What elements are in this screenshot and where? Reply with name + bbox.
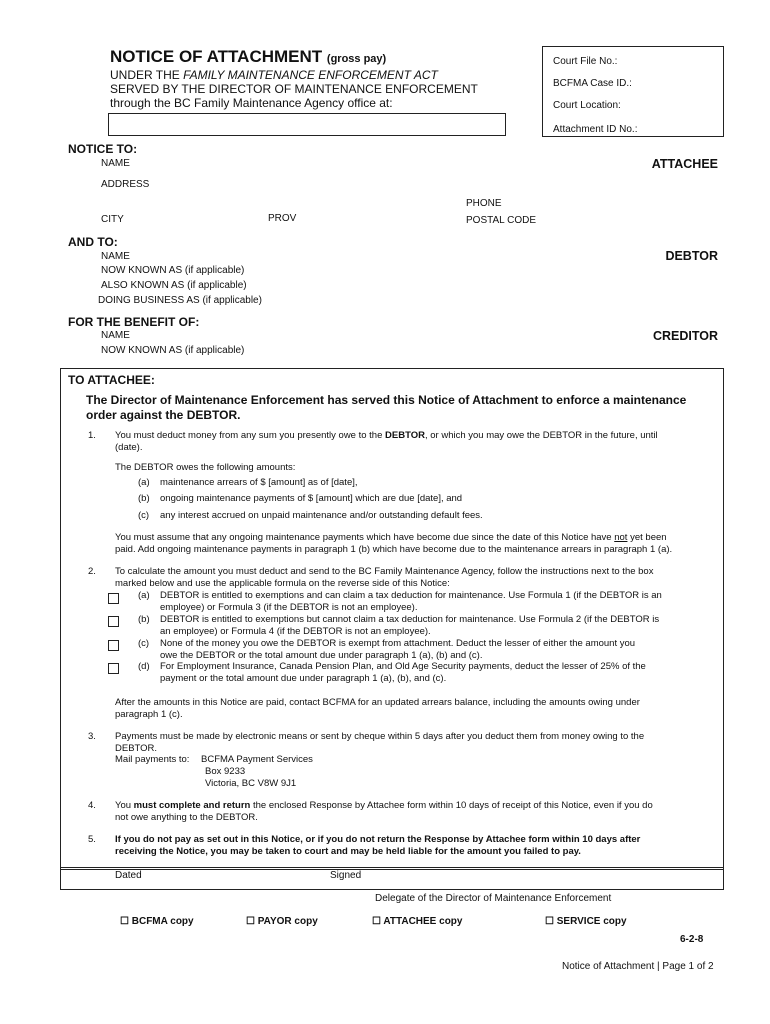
p4-text-bold: must complete and return	[133, 800, 251, 811]
p3-line-1: Payments must be made by electronic means or sent by cheque within 5 days after you deduct them from money owing to the	[115, 731, 645, 742]
assume-text-a: You must assume that any ongoing maintenance payments which have become due since the date of this Notice have	[115, 532, 615, 543]
attachment-id-label: Attachment ID No.:	[553, 124, 638, 135]
p2-number: 2.	[88, 566, 96, 577]
court-location-label: Court Location:	[553, 100, 621, 111]
p4-line-2: not owe anything to the DEBTOR.	[115, 812, 258, 823]
mail-label: Mail payments to:	[115, 754, 190, 765]
option-c-line-1: None of the money you owe the DEBTOR is exempt from attachment. Deduct the lesser of either the amount you	[160, 638, 636, 649]
office-field[interactable]	[108, 113, 506, 136]
court-info-box	[542, 46, 724, 137]
title-text: NOTICE OF ATTACHMENT	[110, 47, 323, 66]
header-line-2: SERVED BY THE DIRECTOR OF MAINTENANCE ENFORCEMENT	[110, 82, 478, 96]
intro-line-2: order against the DEBTOR.	[86, 408, 241, 422]
debtor-now-known-label: NOW KNOWN AS (if applicable)	[101, 265, 245, 276]
header-line-3: through the BC Family Maintenance Agency office at:	[110, 96, 393, 110]
copy-service	[545, 916, 627, 927]
court-file-label: Court File No.:	[553, 56, 618, 67]
option-a-line-1: DEBTOR is entitled to exemptions and can claim a tax deduction for maintenance. Use Formula 1 (if the DEBTOR is an	[160, 590, 662, 601]
p3-line-2: DEBTOR.	[115, 743, 158, 754]
after-line-2: paragraph 1 (c).	[115, 709, 183, 720]
option-a-label: (a)	[138, 590, 150, 601]
option-b-line-1: DEBTOR is entitled to exemptions but cannot claim a tax deduction for maintenance. Use Formula 2 (if the DEBTOR is	[160, 614, 660, 625]
checkbox-icon: ☐	[120, 916, 129, 927]
checkbox-icon: ☐	[246, 916, 255, 927]
signed-label: Signed	[330, 870, 362, 881]
header-line-1-prefix: UNDER THE	[110, 68, 184, 82]
benefit-of-heading: FOR THE BENEFIT OF:	[68, 315, 200, 329]
dated-signed-row	[60, 867, 724, 890]
after-line-1: After the amounts in this Notice are paid, contact BCFMA for an updated arrears balance, including the amounts owing under	[115, 697, 640, 708]
p3-number: 3.	[88, 731, 96, 742]
debtor-role: DEBTOR	[665, 249, 718, 263]
copy-service-label: SERVICE copy	[556, 916, 627, 927]
option-c-label: (c)	[138, 638, 150, 649]
copy-payor-label: PAYOR copy	[257, 916, 318, 927]
p4-line-1	[115, 800, 653, 812]
p1-line-1	[115, 430, 658, 442]
p1-number: 1.	[88, 430, 96, 441]
debtor-name-label: NAME	[101, 251, 130, 262]
owes-intro: The DEBTOR owes the following amounts:	[115, 462, 296, 473]
attachee-address-label: ADDRESS	[101, 179, 150, 190]
p2-line-1: To calculate the amount you must deduct and send to the BC Family Maintenance Agency, follow the instructions next to the box	[115, 566, 654, 577]
checkbox-icon: ☐	[545, 916, 554, 927]
p4-text-a: You	[115, 800, 134, 811]
delegate-label: Delegate of the Director of Maintenance Enforcement	[375, 893, 612, 904]
attachee-city-label: CITY	[101, 214, 124, 225]
option-d-line-1: For Employment Insurance, Canada Pension Plan, and Old Age Security payments, deduct the lesser of 25% of the	[160, 661, 646, 672]
option-a-line-2: employee) or Formula 3 (if the DEBTOR is not an employee).	[160, 602, 418, 613]
copy-bcfma-label: BCFMA copy	[131, 916, 194, 927]
case-id-label: BCFMA Case ID.:	[553, 78, 632, 89]
option-c-line-2: owe the DEBTOR or the total amount due under paragraph 1 (a), (b) and (c).	[160, 650, 483, 661]
creditor-role: CREDITOR	[652, 329, 718, 343]
document-title	[110, 47, 386, 67]
p4-text-c: the enclosed Response by Attachee form within 10 days of receipt of this Notice, even if you do	[250, 800, 653, 811]
p2-line-2: marked below and use the applicable formula on the reverse side of this Notice:	[115, 578, 450, 589]
assume-text-b: yet been	[627, 532, 667, 543]
option-b-line-2: an employee) or Formula 4 (if the DEBTOR is not an employee).	[160, 626, 431, 637]
option-c-checkbox[interactable]	[108, 640, 119, 651]
option-a-checkbox[interactable]	[108, 593, 119, 604]
page-footer: Notice of Attachment | Page 1 of 2	[562, 961, 714, 972]
p1-line-2: (date).	[115, 442, 143, 453]
p1-text-debtor: DEBTOR	[385, 430, 425, 441]
owe-b-label: (b)	[138, 493, 150, 504]
mail-line-2: Box 9233	[205, 766, 246, 777]
option-d-line-2: payment or the total amount due under paragraph 1 (a), (b), and (c).	[160, 673, 447, 684]
dated-label: Dated	[115, 870, 142, 881]
creditor-now-known-label: NOW KNOWN AS (if applicable)	[101, 345, 245, 356]
assume-text-not: not	[614, 532, 628, 543]
copy-bcfma	[120, 916, 194, 927]
option-b-checkbox[interactable]	[108, 616, 119, 627]
checkbox-icon: ☐	[372, 916, 381, 927]
mail-line-3: Victoria, BC V8W 9J1	[205, 778, 297, 789]
p5-line-1: If you do not pay as set out in this Notice, or if you do not return the Response by Attachee form within 10 days after	[115, 834, 641, 845]
attachee-postal-label: POSTAL CODE	[466, 215, 537, 226]
owe-c-label: (c)	[138, 510, 150, 521]
copy-payor	[246, 916, 318, 927]
to-attachee-heading: TO ATTACHEE:	[68, 373, 155, 387]
form-number: 6-2-8	[680, 934, 704, 945]
p1-text-c: , or which you may owe the DEBTOR in the future, until	[424, 430, 658, 441]
intro-line-1: The Director of Maintenance Enforcement has served this Notice of Attachment to enforce a maintenance	[86, 393, 687, 407]
debtor-also-known-label: ALSO KNOWN AS (if applicable)	[101, 280, 247, 291]
owe-c-text: any interest accrued on unpaid maintenance and/or outstanding default fees.	[160, 510, 483, 521]
debtor-doing-business-label: DOING BUSINESS AS (if applicable)	[98, 295, 262, 306]
mail-line-1: BCFMA Payment Services	[201, 754, 313, 765]
copy-attachee	[372, 916, 462, 927]
p1-text-a: You must deduct money from any sum you presently owe to the	[115, 430, 386, 441]
p4-number: 4.	[88, 800, 96, 811]
p5-line-2: receiving the Notice, you may be taken to court and may be held liable for the amount you failed to pay.	[115, 846, 581, 857]
attachee-name-label: NAME	[101, 158, 130, 169]
act-name: FAMILY MAINTENANCE ENFORCEMENT ACT	[183, 68, 438, 82]
creditor-name-label: NAME	[101, 330, 130, 341]
owe-a-label: (a)	[138, 477, 150, 488]
and-to-heading: AND TO:	[68, 235, 118, 249]
title-suffix: (gross pay)	[326, 53, 387, 65]
option-d-label: (d)	[138, 661, 150, 672]
header-line-1	[110, 68, 438, 82]
owe-b-text: ongoing maintenance payments of $ [amount] which are due [date], and	[160, 493, 463, 504]
assume-line-2: paid. Add ongoing maintenance payments in paragraph 1 (b) which have become due to the maintenance arrears in paragraph 1 (a).	[115, 544, 673, 555]
attachee-role: ATTACHEE	[651, 157, 718, 171]
notice-to-heading: NOTICE TO:	[68, 142, 138, 156]
p5-number: 5.	[88, 834, 96, 845]
owe-a-text: maintenance arrears of $ [amount] as of [date],	[160, 477, 358, 488]
option-d-checkbox[interactable]	[108, 663, 119, 674]
assume-line-1	[115, 532, 667, 544]
option-b-label: (b)	[138, 614, 150, 625]
attachee-prov-label: PROV	[268, 213, 297, 224]
copy-attachee-label: ATTACHEE copy	[383, 916, 463, 927]
attachee-phone-label: PHONE	[466, 198, 502, 209]
